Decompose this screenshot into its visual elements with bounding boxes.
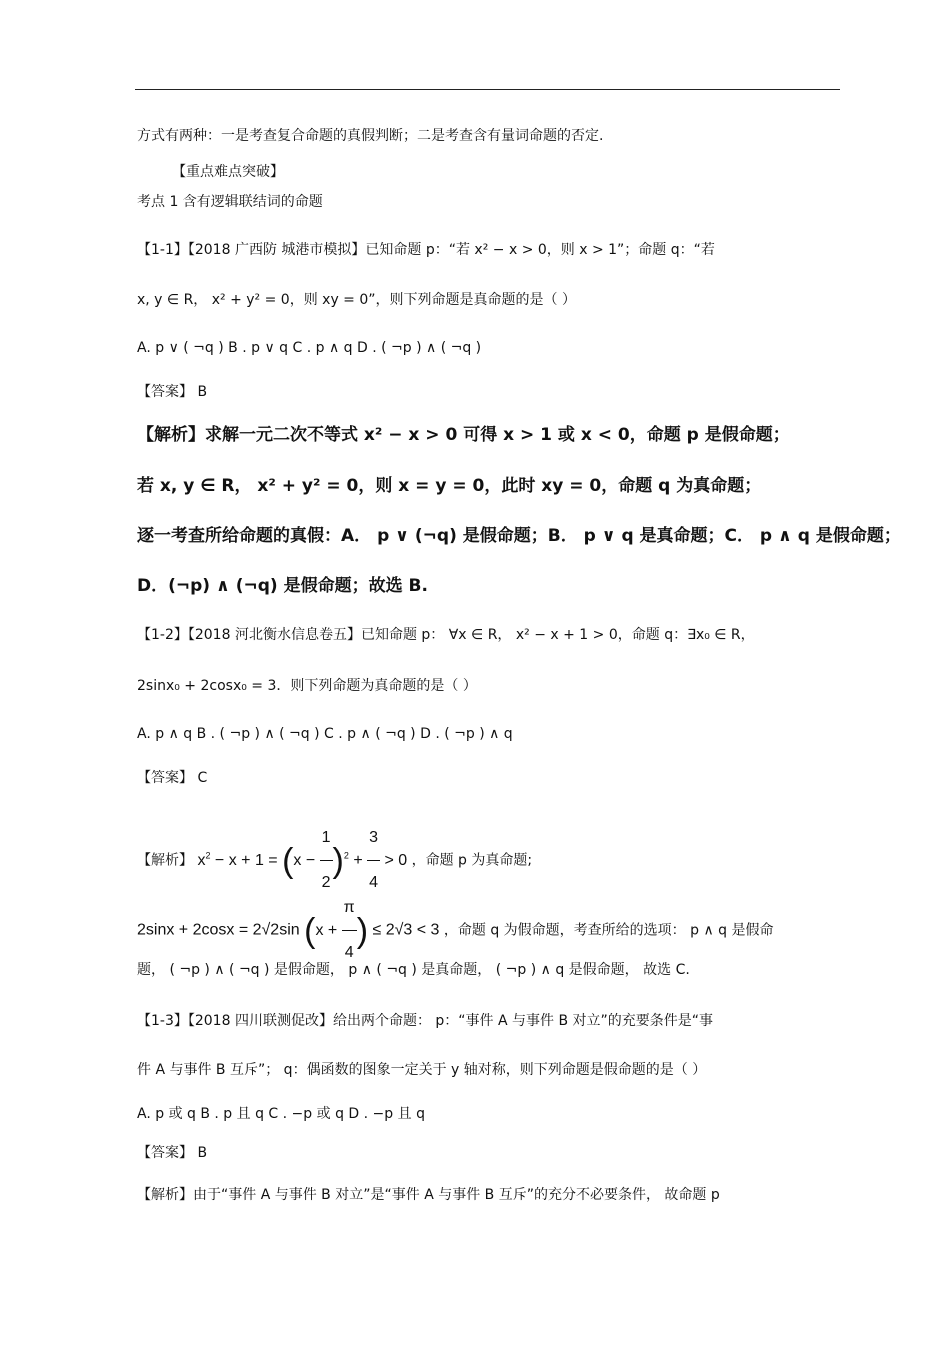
q2-analysis-formula-1: $x^2 - x + 1 = (x$ − $\frac{1}{2}$ )$^2$ + $\frac{3}{4}$ > 0 <box>197 852 411 869</box>
topic-heading: 考点 1 含有逻辑联结词的命题 <box>137 194 323 210</box>
q3-analysis-line-1: 【解析】由于“事件 A 与事件 B 对立”是“事件 A 与事件 B 互斥”的充分不必要条件， 故命题 p <box>137 1187 720 1203</box>
q3-stem-line-1: 【1-3】【2018 四川联测促改】给出两个命题： p：“事件 A 与事件 B 对立”的充要条件是“事 <box>137 1013 714 1029</box>
intro-line: 方式有两种：一是考查复合命题的真假判断；二是考查含有量词命题的否定. <box>137 128 604 144</box>
q1-stem-line-1: 【1-1】【2018 广西防 城港市模拟】已知命题 p：“若 x² − x > 0，则 x > 1”；命题 q：“若 <box>137 242 715 258</box>
q2-analysis-line-1-tail: ，命题 p 为真命题; <box>411 852 533 869</box>
q3-options: A. p 或 q B . p 且 q C . −p 或 q D . −p 且 q <box>137 1106 425 1122</box>
q2-analysis-line-3: 题， ( ¬p ) ∧ ( ¬q ) 是假命题， p ∧ ( ¬q ) 是真命题， ( ¬p ) ∧ q 是假命题， 故选 C. <box>137 962 690 978</box>
q2-analysis-formula-2-mid: ≤ 2√3 < 3 <box>372 921 440 939</box>
q2-analysis-formula-2-arg: (x + $\frac{\pi}{4}$ ) <box>304 922 372 939</box>
q3-stem-line-2: 件 A 与事件 B 互斥”； q：偶函数的图象一定关于 y 轴对称，则下列命题是假命题的是（ ） <box>137 1062 707 1078</box>
q1-analysis-line-2: 若 x, y ∈ R， x² + y² = 0，则 x = y = 0，此时 xy = 0，命题 q 为真命题； <box>137 476 762 496</box>
q1-analysis-line-3: 逐一考查所给命题的真假：A． p ∨ (¬q) 是假命题；B． p ∨ q 是真命题；C． p ∧ q 是假命题； <box>137 526 901 546</box>
q1-analysis-line-4: D．(¬p) ∧ (¬q) 是假命题；故选 B. <box>137 576 428 596</box>
q2-analysis-line-2-tail: ，命题 q 为假命题，考查所给的选项： p ∧ q 是假命 <box>443 922 774 939</box>
q1-analysis-line-1: 【解析】求解一元二次不等式 x² − x > 0 可得 x > 1 或 x < 0，命题 p 是假命题； <box>137 425 790 445</box>
q2-options: A. p ∧ q B . ( ¬p ) ∧ ( ¬q ) C . p ∧ ( ¬q ) D . ( ¬p ) ∧ q <box>137 726 513 742</box>
q2-answer: 【答案】 C <box>137 770 208 786</box>
section-heading: 【重点难点突破】 <box>172 164 284 180</box>
q2-analysis-formula-2-head: 2sinx + 2cosx = 2√2sin <box>137 921 300 939</box>
q3-answer: 【答案】 B <box>137 1145 208 1161</box>
q2-stem-line-1: 【1-2】【2018 河北衡水信息卷五】已知命题 p： ∀x ∈ R， x² − x + 1 > 0，命题 q：∃x₀ ∈ R， <box>137 627 755 643</box>
q2-analysis-label: 【解析】 <box>137 852 193 869</box>
q1-stem-line-2: x, y ∈ R， x² + y² = 0，则 xy = 0”，则下列命题是真命题的是（ ） <box>137 292 576 308</box>
q2-stem-line-2: 2sinx₀ + 2cosx₀ = 3．则下列命题为真命题的是（ ） <box>137 678 477 694</box>
header-rule <box>135 89 840 90</box>
q1-options: A. p ∨ ( ¬q ) B . p ∨ q C . p ∧ q D . ( ¬p ) ∧ ( ¬q ) <box>137 340 482 356</box>
q1-answer: 【答案】 B <box>137 384 208 400</box>
